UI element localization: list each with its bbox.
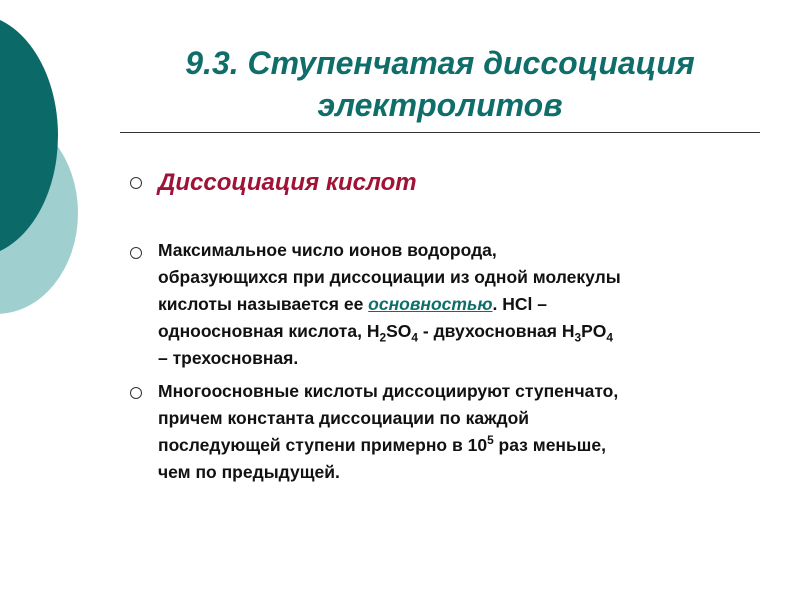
title-line-1: 9.3. Ступенчатая диссоциация (185, 45, 695, 81)
title-divider (120, 132, 760, 133)
section-heading: Диссоциация кислот (158, 169, 417, 196)
title-line-2: электролитов (317, 87, 563, 123)
text-line: чем по предыдущей. (158, 462, 340, 482)
slide-title (120, 42, 760, 126)
text-line: причем константа диссоциации по каждой (158, 408, 530, 428)
text-line: – трехосновная. (158, 348, 299, 368)
text-line: Многоосновные кислоты диссоциируют ступенчато, (158, 381, 619, 401)
basicity-link[interactable]: основностью (368, 294, 493, 314)
text-line: Максимальное число ионов водорода, (158, 240, 497, 260)
paragraph-stepwise (158, 378, 758, 486)
bullet-circle-icon (130, 387, 142, 399)
paragraph-basicity (158, 237, 758, 372)
bullet-circle-icon (130, 247, 142, 259)
text-line: последующей ступени примерно в $10^5$ раз меньше, (158, 433, 606, 455)
text-line: образующихся при диссоциации из одной молекулы (158, 267, 621, 287)
text-line: кислоты называется ее основностью. HCl – (158, 294, 547, 314)
bullet-circle-icon (130, 177, 142, 189)
text-line: одноосновная кислота, $H_2SO_4$ - двухосновная $H_3PO_4$ (158, 321, 614, 345)
